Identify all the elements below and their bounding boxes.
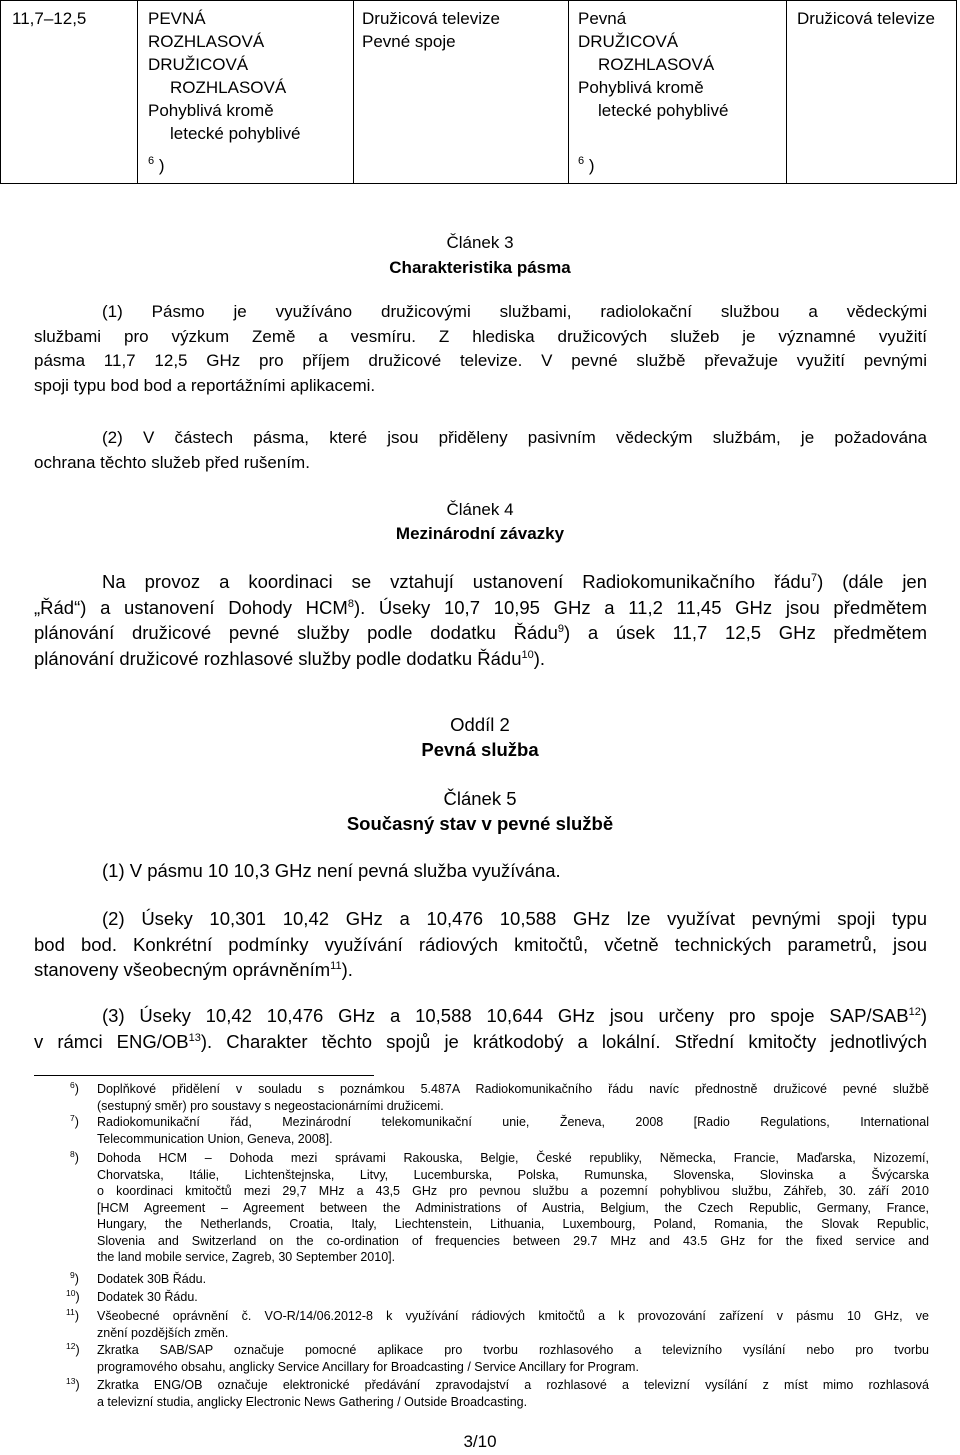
service-name: Pohyblivá kromě <box>578 78 704 97</box>
service-name: Pevná <box>578 9 627 28</box>
service-name: ROZHLASOVÁ <box>598 55 715 74</box>
allocation-table <box>0 0 957 184</box>
table-cell-services-1 <box>138 1 354 184</box>
footnote: $^8$) Dohoda HCM – Dohoda mezi správami Rakouska, Belgie, České republiky, Německa, Francie, Maďarska, Nizozemí, Chorvatska, Itálie, Lichtenštejnska, Litvy, Lucemburska, Polska, Rumunska, Slovenska, Slovinska a Švýcarska o koordinaci kmitočtů mezi 29,7 MHz a 43,5 GHz pro pevnou službu a pozemní pohyblivou službu, Záhřeb, 30. září 2010 [HCM Agreement – Agreement between the Administrations of Austria, Belgium, the Czech Republic, Germany, France, Hungary, the Netherlands, Croatia, Italy, Liechtenstein, Lithuania, Luxembourg, Poland, Romania, the Slovak Republic, Slovenia and Switzerland on the co-ordination of frequencies between 29.7 MHz and 43.5 GHz for the fixed service and the land mobile service, Zagreb, 30 September 2010]. <box>70 1149 929 1264</box>
article-5-title: Současný stav v pevné službě <box>346 813 614 834</box>
article-5-paragraph-3: (3) Úseky 10,42 10,476 GHz a 10,588 10,644 GHz jsou určeny pro spoje SAP/SAB$^{12}$) v rámci ENG/OB$^{13}$). Charakter těchto spojů je krátkodobý a lokální. Střední kmitočty jednotlivých <box>34 1005 927 1052</box>
application-name: Družicová televize <box>797 9 935 28</box>
section-2-heading: Oddíl 2 <box>450 714 510 735</box>
application-name: Družicová televize <box>362 9 500 28</box>
application-name: Pevné spoje <box>362 32 456 51</box>
band-range: 11,7–12,5 <box>12 9 87 28</box>
table-cell-application-1 <box>354 1 569 184</box>
footnote: $^{12}$) Zkratka SAB/SAP označuje pomocné aplikace pro tvorbu rozhlasového a televizního vysílání nebo pro tvorbu programového obsahu, anglicky Service Ancillary for Broadcasting / Service Ancillary for Program. <box>66 1341 929 1374</box>
service-name: Pohyblivá kromě <box>148 101 274 120</box>
article-5-heading: Článek 5 <box>443 788 517 809</box>
service-name: letecké pohyblivé <box>598 101 729 120</box>
page-number: 3/10 <box>463 1432 497 1451</box>
service-name: DRUŽICOVÁ <box>578 32 679 51</box>
footnote: $^{10}$) Dodatek 30 Řádu. <box>66 1288 198 1304</box>
service-name: DRUŽICOVÁ <box>148 55 249 74</box>
table-row <box>1 1 957 184</box>
article-3-paragraph-1: (1) Pásmo je využíváno družicovými službami, radiolokační službou a vědeckými službami pro výzkum Země a vesmíru. Z hlediska družicových služeb je významné využití pásma 11,7 12,5 GHz pro příjem družicové televize. V pevné službě převažuje využití pevnými spoji typu bod bod a reportážními aplikacemi. <box>34 302 927 395</box>
service-name: ROZHLASOVÁ <box>170 78 287 97</box>
footnote: $^{11}$) Všeobecné oprávnění č. VO-R/14/06.2012-8 k využívání rádiových kmitočtů a k provozování zařízení v pásmu 10 GHz, ve znění pozdějších změn. <box>66 1307 929 1340</box>
footnote: $^{13}$) Zkratka ENG/OB označuje elektronické předávání zpravodajství a rozhlasové a televizní vysílání z míst mimo rozhlasová a televizní studia, anglicky Electronic News Gathering / Outside Broadcasting. <box>66 1376 929 1409</box>
article-4-heading: Článek 4 <box>446 500 514 519</box>
footnote-ref: $^6$ ) <box>578 155 595 175</box>
article-5-paragraph-1: (1) V pásmu 10 10,3 GHz není pevná služba využívána. <box>102 860 561 881</box>
table-cell-band <box>1 1 138 184</box>
table-cell-application-2 <box>787 1 957 184</box>
footnote-ref: $^6$ ) <box>148 155 165 175</box>
article-5-paragraph-2: (2) Úseky 10,301 10,42 GHz a 10,476 10,588 GHz lze využívat pevnými spoji typu bod bod. Konkrétní podmínky využívání rádiových kmitočtů, včetně technických parametrů, jsou stanoveny všeobecným oprávněním$^{11}$). <box>34 908 927 980</box>
footnote-separator <box>34 1075 374 1076</box>
article-3-title: Charakteristika pásma <box>389 258 571 277</box>
service-name: PEVNÁ <box>148 9 206 28</box>
article-3-paragraph-2: (2) V částech pásma, které jsou přiděleny pasivním vědeckým službám, je požadována ochrana těchto služeb před rušením. <box>34 428 927 472</box>
footnote: $^6$) Doplňkové přidělení v souladu s poznámkou 5.487A Radiokomunikačního řádu navíc přednostně družicové pevné službě (sestupný směr) pro soustavy s negeostacionárními družicemi. <box>70 1080 929 1113</box>
footnote: $^7$) Radiokomunikační řád, Mezinárodní telekomunikační unie, Ženeva, 2008 [Radio Regulations, International Telecommunication Union, Geneva, 2008]. <box>70 1113 929 1146</box>
service-name: letecké pohyblivé <box>170 124 301 143</box>
article-4-title: Mezinárodní závazky <box>395 524 565 543</box>
article-4-paragraph: Na provoz a koordinaci se vztahují ustanovení Radiokomunikačního řádu$^7$) (dále jen „Řád“) a ustanovení Dohody HCM$^8$). Úseky 10,7 10,95 GHz a 11,2 11,45 GHz jsou předmětem plánování družicové pevné služby podle dodatku Řádu$^9$) a úsek 11,7 12,5 GHz předmětem plánování družicové rozhlasové služby podle dodatku Řádu$^{10}$). <box>34 571 928 669</box>
footnote: $^9$) Dodatek 30B Řádu. <box>70 1270 207 1286</box>
article-3-heading: Článek 3 <box>446 233 514 252</box>
table-cell-services-2 <box>569 1 787 184</box>
section-2-title: Pevná služba <box>421 739 539 760</box>
service-name: ROZHLASOVÁ <box>148 32 265 51</box>
